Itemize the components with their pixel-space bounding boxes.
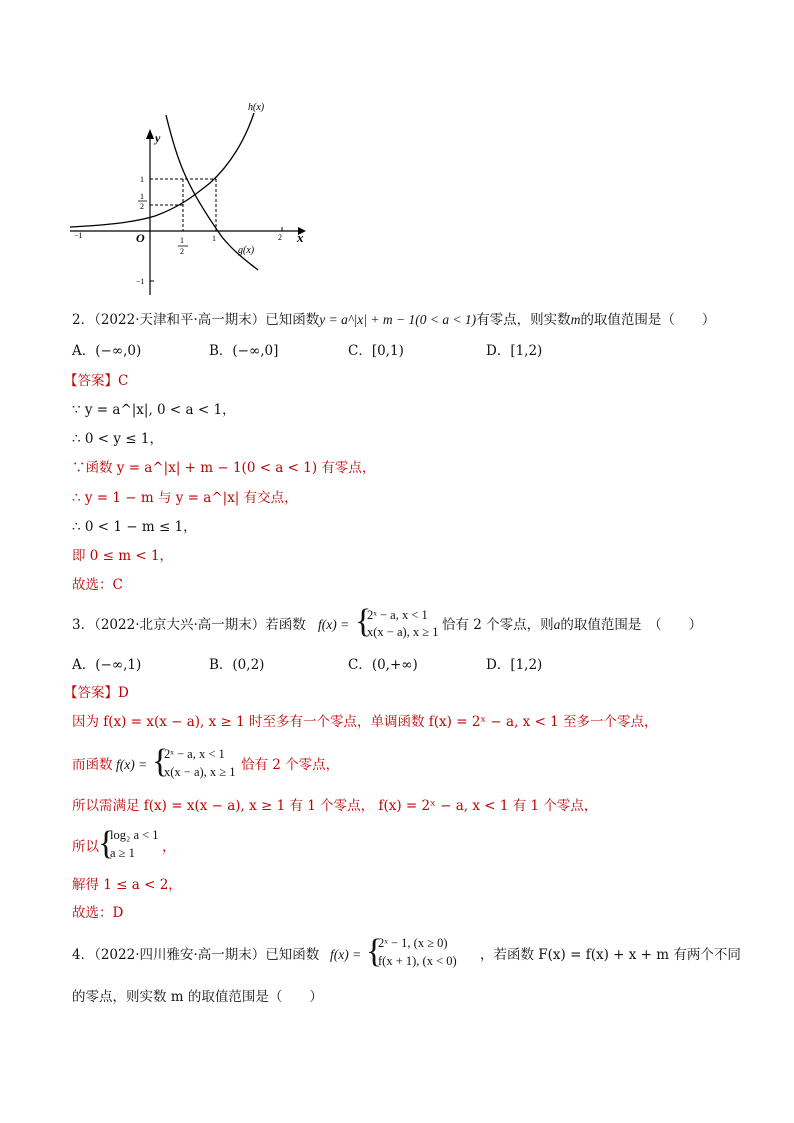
- q3-solution-line-4-a: 所以: [72, 839, 99, 855]
- q2-stem-b: 有零点，则实数: [476, 312, 571, 328]
- q3-stem-a: 3．（2022·北京大兴·高一期末）若函数: [72, 617, 306, 633]
- q3-option-d: D．[1,2): [486, 657, 543, 673]
- q2-solution-line-2: ∴ 0 < y ≤ 1，: [72, 431, 163, 447]
- q3-solution-line-1: 因为 f(x) = x(x − a), x ≥ 1 时至多有一个零点，单调函数 f(x) = 2ˣ − a, x < 1 至多一个零点，: [72, 714, 658, 730]
- q4-stem-b: ，若函数 F(x) = f(x) + x + m 有两个不同: [480, 947, 741, 963]
- q3-fx: f(x) =: [318, 617, 350, 632]
- q3-solution-line-2-b: 恰有 2 个零点，: [241, 757, 340, 773]
- q3-solution-brace: {: [152, 743, 169, 780]
- q3-option-a: A．(−∞,1): [72, 657, 142, 673]
- q3-option-b: B．(0,2): [209, 657, 265, 673]
- q2-solution-line-5: ∴ 0 < 1 − m ≤ 1，: [72, 519, 197, 535]
- q2-solution-line-6: 即 0 ≤ m < 1，: [72, 548, 174, 564]
- label-y: y: [155, 131, 161, 145]
- q2-stem: [72, 311, 715, 329]
- label-h: h(x): [248, 102, 265, 113]
- q3-solution-line-3: 所以需满足 f(x) = x(x − a), x ≥ 1 有 1 个零点， f(x) = 2ˣ − a, x < 1 有 1 个零点，: [72, 798, 598, 814]
- q4-fx: f(x) =: [330, 947, 362, 962]
- q4-stem-line-2: 的零点，则实数 m 的取值范围是（ ）: [72, 989, 323, 1005]
- tick-label-neg1-y: −1: [136, 277, 145, 286]
- q3-system-1: log₂ a < 1: [110, 828, 159, 842]
- q2-solution-line-7: 故选：C: [72, 577, 123, 593]
- q3-solution-line-2-a: 而函数: [72, 757, 113, 773]
- q2-stem-a: 2．（2022·天津和平·高一期末）已知函数: [72, 312, 320, 328]
- q2-expr: y = a^|x| + m − 1(0 < a < 1): [319, 312, 477, 327]
- tick-label-half-x-den: 2: [180, 247, 184, 256]
- q4-case-2: f(x + 1), (x < 0): [378, 954, 457, 968]
- tick-label-half-y-num: 1: [140, 192, 144, 201]
- q3-brace: {: [355, 603, 372, 640]
- tick-label-2-x: 2: [278, 233, 282, 242]
- q2-option-d: D．[1,2): [486, 343, 543, 359]
- tick-label-1-y: 1: [140, 175, 144, 184]
- q3-answer-label: 【答案】D: [64, 685, 129, 701]
- q2-option-b: B．(−∞,0]: [209, 343, 279, 359]
- label-x: x: [297, 230, 304, 245]
- q3-var-a: a: [553, 617, 561, 632]
- q3-solution-line-5: 解得 1 ≤ a < 2，: [72, 877, 182, 893]
- q2-option-c: C．[0,1): [348, 343, 404, 359]
- q3-case-1: 2ˣ − a, x < 1: [367, 608, 428, 622]
- q3-case-2: x(x − a), x ≥ 1: [367, 625, 439, 639]
- label-origin: O: [136, 231, 145, 245]
- q2-var-m: m: [570, 312, 581, 327]
- q3-system-brace: {: [98, 825, 115, 862]
- q3-system-2: a ≥ 1: [110, 846, 135, 860]
- q3-solution-line-4-b: ，: [162, 839, 176, 855]
- tick-label-half-x-num: 1: [180, 236, 184, 245]
- label-g: g(x): [238, 245, 255, 256]
- q4-case-1: 2ˣ − 1, (x ≥ 0): [378, 936, 448, 950]
- tick-label-1-x: 1: [212, 234, 216, 243]
- tick-label-neg1-x: −1: [74, 231, 83, 240]
- function-graph: [60, 95, 320, 305]
- q3-stem-b: [442, 616, 702, 634]
- q4-brace: {: [366, 933, 383, 970]
- q3-solution-line-6: 故选：D: [72, 905, 124, 921]
- q3-option-c: C．(0,+∞): [348, 657, 418, 673]
- q3-solution-case-2: x(x − a), x ≥ 1: [164, 765, 236, 779]
- q2-answer-label: 【答案】C: [64, 373, 129, 389]
- q2-solution-line-4: ∴ y = 1 − m 与 y = a^|x| 有交点，: [72, 490, 298, 506]
- q2-stem-c: 的取值范围是（ ）: [580, 312, 716, 328]
- q3-stem-b-text: 恰有 2 个零点，则: [442, 617, 554, 633]
- q2-solution-line-1: ∵ y = a^|x|, 0 < a < 1，: [72, 402, 236, 418]
- curve-h: [70, 113, 254, 227]
- q2-solution-line-3: ∵函数 y = a^|x| + m − 1(0 < a < 1) 有零点，: [72, 460, 376, 476]
- tick-label-half-y-den: 2: [140, 202, 144, 211]
- q3-stem-c: 的取值范围是 （ ）: [560, 617, 703, 633]
- q3-solution-fx: f(x) =: [116, 757, 148, 772]
- q2-option-a: A．(−∞,0): [72, 343, 142, 359]
- y-axis-arrow: [146, 129, 154, 139]
- q4-stem-a: 4．（2022·四川雅安·高一期末）已知函数: [72, 947, 320, 963]
- q3-solution-case-1: 2ˣ − a, x < 1: [164, 747, 225, 761]
